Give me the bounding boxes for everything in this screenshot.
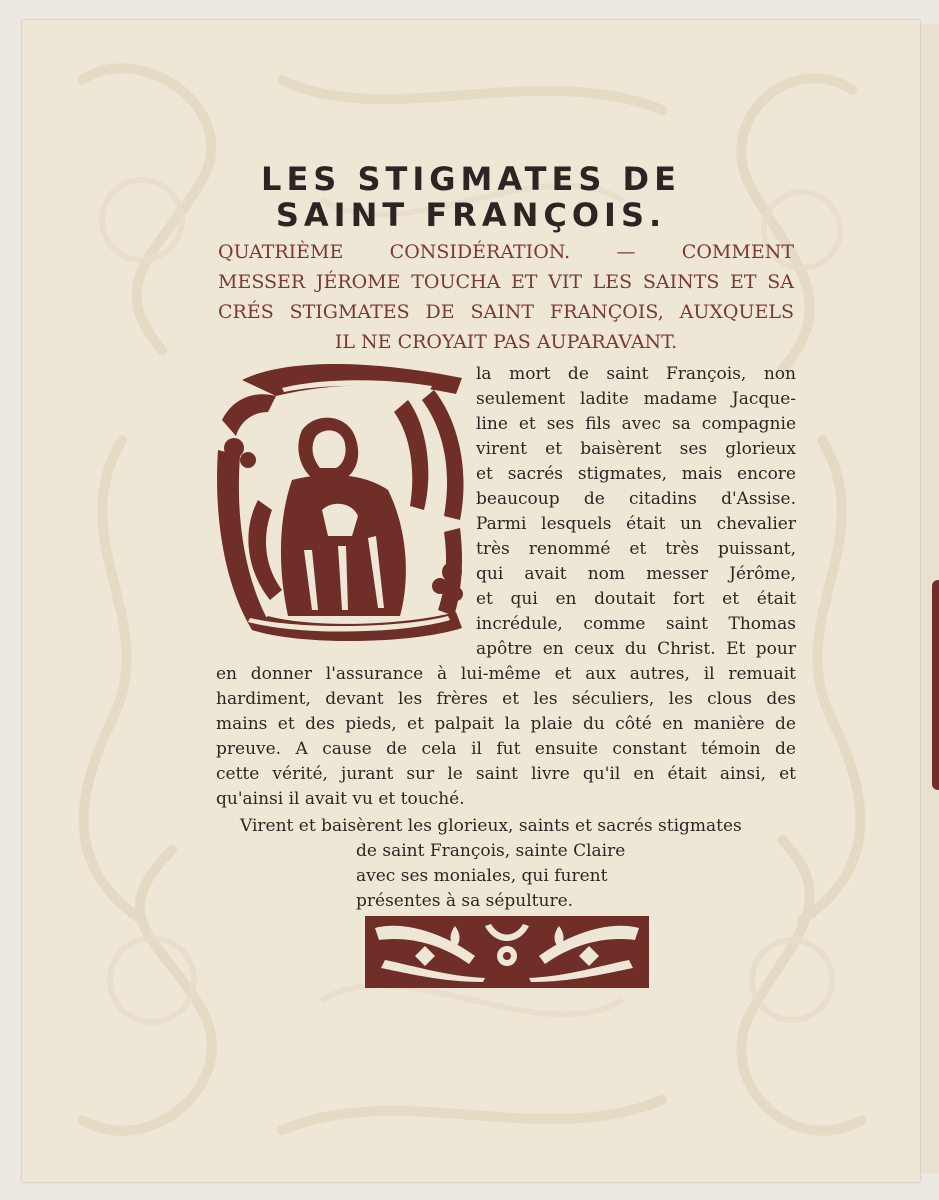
caption-line: Virent et baisèrent les glorieux, saints et sacrés stigmates (240, 816, 742, 836)
body-text-line: Parmi lesquels était un chevalier (476, 514, 796, 534)
page-title-line-2: SAINT FRANÇOIS. (275, 196, 667, 234)
caption-line: présentes à sa sépulture. (356, 891, 574, 911)
subtitle-text: CRÉS STIGMATES DE SAINT FRANÇOIS, AUXQUELS (218, 301, 794, 323)
body-text-line: hardiment, devant les frères et les séculiers, les clous des (216, 689, 796, 709)
subtitle-line (218, 237, 794, 267)
body-text-line: apôtre en ceux du Christ. Et pour (476, 639, 796, 659)
facing-page-illustration-edge (932, 580, 939, 790)
book-page (22, 20, 920, 1182)
body-text-line: qu'ainsi il avait vu et touché. (216, 789, 465, 809)
body-text-line: preuve. A cause de cela il fut ensuite constant témoin de (216, 739, 796, 759)
page-title-line-1: LES STIGMATES DE (261, 160, 681, 198)
body-text-line: mains et des pieds, et palpait la plaie du côté en manière de (216, 714, 796, 734)
subtitle-text: MESSER JÉROME TOUCHA ET VIT LES SAINTS ET SA (218, 271, 794, 293)
body-text-line: virent et baisèrent ses glorieux (476, 439, 796, 459)
caption-line: de saint François, sainte Claire (356, 841, 626, 861)
body-text-line: beaucoup de citadins d'Assise. (476, 489, 796, 509)
body-text-line: et sacrés stigmates, mais encore (476, 464, 796, 484)
body-text-line: cette vérité, jurant sur le saint livre qu'il en était ainsi, et (216, 764, 796, 784)
body-text-line: la mort de saint François, non (476, 364, 796, 384)
subtitle-line (218, 327, 794, 357)
subtitle-text: IL NE CROYAIT PAS AUPARAVANT. (334, 331, 678, 353)
body-text-line: qui avait nom messer Jérôme, (476, 564, 796, 584)
body-text-line: line et ses fils avec sa compagnie (476, 414, 796, 434)
caption-line: avec ses moniales, qui furent (356, 866, 608, 886)
woodcut-initial-illustration (212, 360, 470, 646)
body-text-line: en donner l'assurance à lui-même et aux autres, il remuait (216, 664, 796, 684)
body-text-line: et qui en doutait fort et était (476, 589, 796, 609)
subtitle-text: QUATRIÈME CONSIDÉRATION. — COMMENT (218, 241, 794, 263)
subtitle-line (218, 267, 794, 297)
subtitle-line (218, 297, 794, 327)
body-text-line: très renommé et très puissant, (476, 539, 796, 559)
body-text-line: incrédule, comme saint Thomas (476, 614, 796, 634)
tailpiece-ornament (365, 916, 649, 988)
body-text-line: seulement ladite madame Jacque- (476, 389, 796, 409)
